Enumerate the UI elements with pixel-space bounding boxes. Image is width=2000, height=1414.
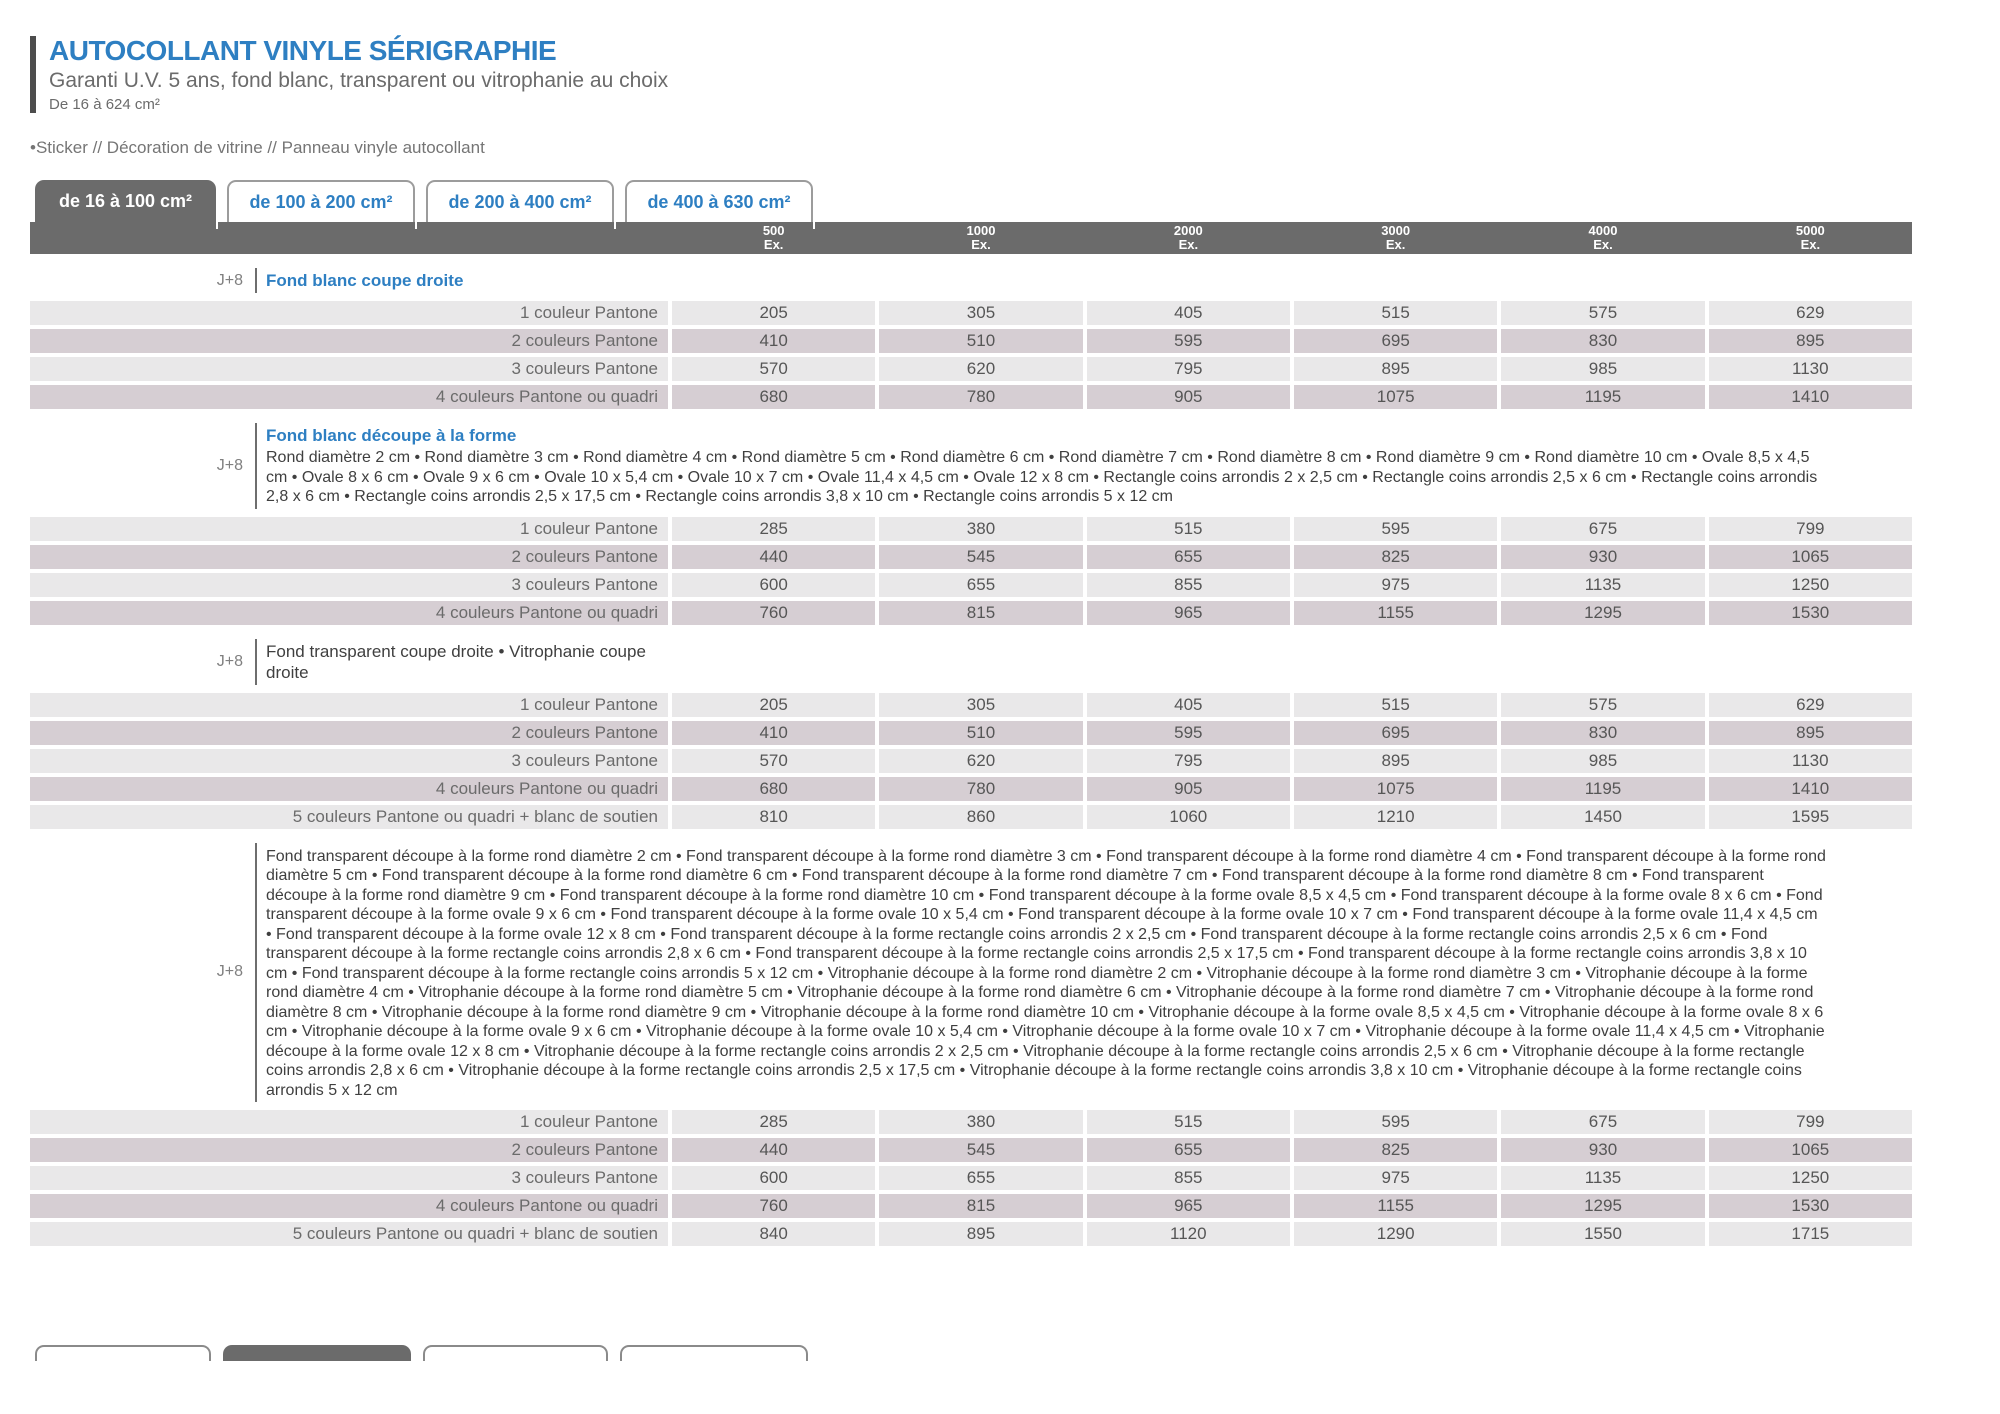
price-row — [30, 777, 1912, 801]
price-cell: 985 — [1501, 749, 1704, 773]
price-cell: 305 — [879, 693, 1082, 717]
qty-value: 3000 — [1381, 223, 1411, 238]
price-cell: 830 — [1501, 721, 1704, 745]
price-cell: 1250 — [1709, 1166, 1912, 1190]
page-header — [30, 36, 668, 113]
price-cell: 975 — [1294, 573, 1497, 597]
price-cell: 1715 — [1709, 1222, 1912, 1246]
price-row — [30, 693, 1912, 717]
price-cell: 1120 — [1087, 1222, 1290, 1246]
price-cell: 825 — [1294, 545, 1497, 569]
price-row — [30, 573, 1912, 597]
section-description: Rond diamètre 2 cm • Rond diamètre 3 cm • Rond diamètre 4 cm • Rond diamètre 5 cm • Rond diamètre 6 cm • Rond diamètre 7 cm • Rond diamètre 8 cm • Rond diamètre 9 cm • Rond diamètre 10 cm • Ovale 8,5 x 4,5 cm • Ovale 8 x 6 cm • Ovale 9 x 6 cm • Ovale 10 x 5,4 cm • Ovale 10 x 7 cm • Ovale 11,4 x 4,5 cm • Ovale 12 x 8 cm • Rectangle coins arrondis 2 x 2,5 cm • Rectangle coins arrondis 2,5 x 6 cm • Rectangle coins arrondis 2,8 x 6 cm • Rectangle coins arrondis 2,5 x 17,5 cm • Rectangle coins arrondis 3,8 x 10 cm • Rectangle coins arrondis 5 x 12 cm — [266, 449, 1818, 505]
price-cell: 515 — [1087, 1110, 1290, 1134]
price-row — [30, 545, 1912, 569]
next-block-tab-2[interactable] — [223, 1345, 411, 1361]
qty-col-5000 — [1709, 222, 1912, 254]
price-cell: 855 — [1087, 573, 1290, 597]
row-label: 1 couleur Pantone — [30, 1110, 668, 1134]
price-cell: 380 — [879, 1110, 1082, 1134]
price-row — [30, 357, 1912, 381]
section-rows — [30, 517, 1912, 625]
price-cell: 675 — [1501, 1110, 1704, 1134]
price-row — [30, 385, 1912, 409]
price-cell: 815 — [879, 1194, 1082, 1218]
lead-time-badge: J+8 — [216, 963, 243, 981]
price-cell: 1595 — [1709, 805, 1912, 829]
section-header-3 — [30, 639, 1912, 685]
price-cell: 975 — [1294, 1166, 1497, 1190]
row-label: 1 couleur Pantone — [30, 693, 668, 717]
price-cell: 965 — [1087, 601, 1290, 625]
lead-time-badge: J+8 — [216, 271, 243, 289]
tab-border-tick — [216, 222, 218, 229]
price-cell: 595 — [1294, 1110, 1497, 1134]
size-tab-4[interactable]: de 400 à 630 cm² — [625, 180, 813, 222]
next-block-tab-4[interactable] — [620, 1345, 808, 1361]
price-cell: 780 — [879, 777, 1082, 801]
qty-col-2000 — [1087, 222, 1290, 254]
row-label: 3 couleurs Pantone — [30, 1166, 668, 1190]
price-cell: 1295 — [1501, 1194, 1704, 1218]
price-cell: 930 — [1501, 1138, 1704, 1162]
price-cell: 985 — [1501, 357, 1704, 381]
lead-time-badge: J+8 — [216, 456, 243, 474]
row-label: 2 couleurs Pantone — [30, 1138, 668, 1162]
price-row — [30, 1222, 1912, 1246]
price-cell: 905 — [1087, 777, 1290, 801]
price-cell: 515 — [1294, 301, 1497, 325]
price-cell: 1065 — [1709, 1138, 1912, 1162]
price-cell: 285 — [672, 517, 875, 541]
price-cell: 895 — [1294, 357, 1497, 381]
price-row — [30, 1166, 1912, 1190]
price-cell: 380 — [879, 517, 1082, 541]
price-row — [30, 721, 1912, 745]
price-cell: 1130 — [1709, 357, 1912, 381]
price-cell: 860 — [879, 805, 1082, 829]
price-cell: 405 — [1087, 301, 1290, 325]
lead-time-badge: J+8 — [216, 652, 243, 670]
price-cell: 760 — [672, 601, 875, 625]
price-cell: 680 — [672, 777, 875, 801]
price-cell: 570 — [672, 357, 875, 381]
section-rows — [30, 693, 1912, 829]
price-cell: 405 — [1087, 693, 1290, 717]
price-row — [30, 749, 1912, 773]
price-cell: 1135 — [1501, 573, 1704, 597]
price-cell: 680 — [672, 385, 875, 409]
price-cell: 595 — [1294, 517, 1497, 541]
price-cell: 1135 — [1501, 1166, 1704, 1190]
price-cell: 1530 — [1709, 1194, 1912, 1218]
price-cell: 895 — [1294, 749, 1497, 773]
tab-border-tick — [415, 222, 417, 229]
price-cell: 895 — [1709, 721, 1912, 745]
price-cell: 675 — [1501, 517, 1704, 541]
price-cell: 1195 — [1501, 385, 1704, 409]
price-cell: 440 — [672, 545, 875, 569]
price-cell: 655 — [1087, 545, 1290, 569]
row-label: 5 couleurs Pantone ou quadri + blanc de soutien — [30, 805, 668, 829]
price-cell: 629 — [1709, 693, 1912, 717]
price-cell: 515 — [1294, 693, 1497, 717]
price-cell: 855 — [1087, 1166, 1290, 1190]
qty-unit: Ex. — [1385, 237, 1406, 252]
price-row — [30, 601, 1912, 625]
price-row — [30, 1194, 1912, 1218]
price-cell: 1130 — [1709, 749, 1912, 773]
price-cell: 655 — [879, 573, 1082, 597]
size-tab-1[interactable]: de 16 à 100 cm² — [35, 180, 216, 222]
price-cell: 895 — [1709, 329, 1912, 353]
price-cell: 1060 — [1087, 805, 1290, 829]
price-cell: 545 — [879, 545, 1082, 569]
qty-col-4000 — [1501, 222, 1704, 254]
size-tab-3[interactable]: de 200 à 400 cm² — [426, 180, 614, 222]
row-label: 2 couleurs Pantone — [30, 329, 668, 353]
row-label: 2 couleurs Pantone — [30, 721, 668, 745]
qty-unit: Ex. — [1593, 237, 1613, 252]
qty-value: 2000 — [1173, 223, 1203, 238]
price-row — [30, 301, 1912, 325]
qty-col-3000 — [1294, 222, 1497, 254]
price-cell: 410 — [672, 721, 875, 745]
row-label: 3 couleurs Pantone — [30, 357, 668, 381]
section-title: Fond transparent coupe droite • Vitrophanie coupe droite — [266, 641, 646, 682]
next-block-tab-3[interactable] — [423, 1345, 608, 1361]
price-cell: 930 — [1501, 545, 1704, 569]
price-cell: 965 — [1087, 1194, 1290, 1218]
price-cell: 575 — [1501, 693, 1704, 717]
section-title: Fond blanc découpe à la forme — [266, 426, 517, 445]
price-cell: 410 — [672, 329, 875, 353]
price-cell: 1530 — [1709, 601, 1912, 625]
section-heading-content — [255, 843, 1912, 1103]
price-cell: 799 — [1709, 1110, 1912, 1134]
price-cell: 810 — [672, 805, 875, 829]
price-cell: 1075 — [1294, 777, 1497, 801]
price-cell: 600 — [672, 1166, 875, 1190]
price-cell: 695 — [1294, 329, 1497, 353]
row-label: 5 couleurs Pantone ou quadri + blanc de soutien — [30, 1222, 668, 1246]
price-cell: 655 — [879, 1166, 1082, 1190]
row-label: 4 couleurs Pantone ou quadri — [30, 601, 668, 625]
price-cell: 515 — [1087, 517, 1290, 541]
price-cell: 1195 — [1501, 777, 1704, 801]
qty-unit: Ex. — [763, 237, 784, 252]
price-cell: 620 — [879, 749, 1082, 773]
price-cell: 440 — [672, 1138, 875, 1162]
price-row — [30, 1138, 1912, 1162]
qty-value: 5000 — [1795, 223, 1825, 238]
section-header-4 — [30, 843, 1912, 1103]
price-row — [30, 805, 1912, 829]
price-cell: 620 — [879, 357, 1082, 381]
price-cell: 1210 — [1294, 805, 1497, 829]
tab-border-tick — [614, 222, 616, 229]
price-cell: 1250 — [1709, 573, 1912, 597]
row-label: 4 couleurs Pantone ou quadri — [30, 385, 668, 409]
price-cell: 695 — [1294, 721, 1497, 745]
qty-value: 500 — [762, 223, 785, 238]
next-block-tab-1[interactable] — [35, 1345, 211, 1361]
price-cell: 1410 — [1709, 777, 1912, 801]
price-cell: 760 — [672, 1194, 875, 1218]
qty-unit: Ex. — [971, 237, 991, 252]
price-cell: 629 — [1709, 301, 1912, 325]
price-cell: 575 — [1501, 301, 1704, 325]
quantity-header — [30, 222, 1912, 254]
price-cell: 305 — [879, 301, 1082, 325]
price-cell: 570 — [672, 749, 875, 773]
qty-col-500 — [672, 222, 875, 254]
price-cell: 1295 — [1501, 601, 1704, 625]
price-cell: 510 — [879, 329, 1082, 353]
section-heading-content — [255, 268, 1912, 293]
price-cell: 795 — [1087, 357, 1290, 381]
price-cell: 595 — [1087, 329, 1290, 353]
qty-value: 4000 — [1588, 223, 1618, 238]
section-heading-content — [255, 423, 1912, 509]
price-cell: 1290 — [1294, 1222, 1497, 1246]
price-cell: 205 — [672, 301, 875, 325]
size-tabs — [35, 180, 813, 222]
section-header-1 — [30, 268, 1912, 293]
price-cell: 895 — [879, 1222, 1082, 1246]
price-cell: 840 — [672, 1222, 875, 1246]
price-cell: 1155 — [1294, 601, 1497, 625]
section-rows — [30, 301, 1912, 409]
price-cell: 905 — [1087, 385, 1290, 409]
price-cell: 655 — [1087, 1138, 1290, 1162]
price-cell: 825 — [1294, 1138, 1497, 1162]
price-cell: 795 — [1087, 749, 1290, 773]
row-label: 3 couleurs Pantone — [30, 749, 668, 773]
tab-border-tick — [813, 222, 815, 229]
price-cell: 510 — [879, 721, 1082, 745]
page-subtitle: Garanti U.V. 5 ans, fond blanc, transparent ou vitrophanie au choix — [49, 69, 669, 92]
product-tagline: •Sticker // Décoration de vitrine // Panneau vinyle autocollant — [30, 138, 485, 157]
row-label: 1 couleur Pantone — [30, 517, 668, 541]
price-cell: 595 — [1087, 721, 1290, 745]
price-cell: 1075 — [1294, 385, 1497, 409]
price-cell: 1155 — [1294, 1194, 1497, 1218]
qty-spacer — [30, 222, 668, 254]
price-row — [30, 517, 1912, 541]
price-cell: 1410 — [1709, 385, 1912, 409]
row-label: 2 couleurs Pantone — [30, 545, 668, 569]
price-cell: 285 — [672, 1110, 875, 1134]
section-header-2 — [30, 423, 1912, 509]
section-title: Fond blanc coupe droite — [266, 271, 464, 290]
row-label: 1 couleur Pantone — [30, 301, 668, 325]
price-row — [30, 1110, 1912, 1134]
qty-unit: Ex. — [1178, 237, 1199, 252]
size-tab-2[interactable]: de 100 à 200 cm² — [227, 180, 415, 222]
qty-unit: Ex. — [1800, 237, 1821, 252]
price-cell: 1550 — [1501, 1222, 1704, 1246]
price-cell: 815 — [879, 601, 1082, 625]
section-description: Fond transparent découpe à la forme rond diamètre 2 cm • Fond transparent découpe à la forme rond diamètre 3 cm • Fond transparent découpe à la forme rond diamètre 4 cm • Fond transparent découpe à la forme rond diamètre 5 cm • Fond transparent découpe à la forme rond diamètre 6 cm • Fond transparent découpe à la forme rond diamètre 7 cm • Fond transparent découpe à la forme rond diamètre 8 cm • Fond transparent découpe à la forme rond diamètre 9 cm • Fond transparent découpe à la forme rond diamètre 10 cm • Fond transparent découpe à la forme ovale 8,5 x 4,5 cm • Fond transparent découpe à la forme ovale 8 x 6 cm • Fond transparent découpe à la forme ovale 9 x 6 cm • Fond transparent découpe à la forme ovale 10 x 5,4 cm • Fond transparent découpe à la forme ovale 10 x 7 cm • Fond transparent découpe à la forme ovale 11,4 x 4,5 cm • Fond transparent découpe à la forme ovale 12 x 8 cm • Fond transparent découpe à la forme rectangle coins arrondis 2 x 2,5 cm • Fond transparent découpe à la forme rectangle coins arrondis 2,5 x 6 cm • Fond transparent découpe à la forme rectangle coins arrondis 2,8 x 6 cm • Fond transparent découpe à la forme rectangle coins arrondis 2,5 x 17,5 cm • Fond transparent découpe à la forme rectangle coins arrondis 3,8 x 10 cm • Fond transparent découpe à la forme rectangle coins arrondis 5 x 12 cm • Vitrophanie découpe à la forme rond diamètre 2 cm • Vitrophanie découpe à la forme rond diamètre 3 cm • Vitrophanie découpe à la forme rond diamètre 4 cm • Vitrophanie découpe à la forme rond diamètre 5 cm • Vitrophanie découpe à la forme rond diamètre 6 cm • Vitrophanie découpe à la forme rond diamètre 7 cm • Vitrophanie découpe à la forme rond diamètre 8 cm • Vitrophanie découpe à la forme rond diamètre 9 cm • Vitrophanie découpe à la forme rond diamètre 10 cm • Vitrophanie découpe à la forme ovale 8,5 x 4,5 cm • Vitrophanie découpe à la forme ovale 8 x 6 cm • Vitrophanie découpe à la forme ovale 9 x 6 cm • Vitrophanie découpe à la forme ovale 10 x 5,4 cm • Vitrophanie découpe à la forme ovale 10 x 7 cm • Vitrophanie découpe à la forme ovale 11,4 x 4,5 cm • Vitrophanie découpe à la forme ovale 12 x 8 cm • Vitrophanie découpe à la forme rectangle coins arrondis 2 x 2,5 cm • Vitrophanie découpe à la forme rectangle coins arrondis 2,5 x 6 cm • Vitrophanie découpe à la forme rectangle coins arrondis 2,8 x 6 cm • Vitrophanie découpe à la forme rectangle coins arrondis 2,5 x 17,5 cm • Vitrophanie découpe à la forme rectangle coins arrondis 3,8 x 10 cm • Vitrophanie découpe à la forme rectangle coins arrondis 5 x 12 cm — [266, 847, 1826, 1099]
qty-col-1000 — [879, 222, 1082, 254]
price-cell: 205 — [672, 693, 875, 717]
table-body — [30, 254, 1912, 1250]
row-label: 4 couleurs Pantone ou quadri — [30, 777, 668, 801]
page-title: AUTOCOLLANT VINYLE SÉRIGRAPHIE — [49, 35, 557, 66]
price-row — [30, 329, 1912, 353]
size-range: De 16 à 624 cm² — [49, 96, 160, 113]
price-cell: 780 — [879, 385, 1082, 409]
row-label: 4 couleurs Pantone ou quadri — [30, 1194, 668, 1218]
next-block-tabs-partial — [35, 1345, 808, 1361]
qty-value: 1000 — [966, 223, 996, 238]
section-heading-content — [255, 639, 1912, 685]
section-rows — [30, 1110, 1912, 1246]
price-cell: 1450 — [1501, 805, 1704, 829]
price-cell: 545 — [879, 1138, 1082, 1162]
price-cell: 830 — [1501, 329, 1704, 353]
price-cell: 1065 — [1709, 545, 1912, 569]
price-cell: 799 — [1709, 517, 1912, 541]
price-cell: 600 — [672, 573, 875, 597]
row-label: 3 couleurs Pantone — [30, 573, 668, 597]
